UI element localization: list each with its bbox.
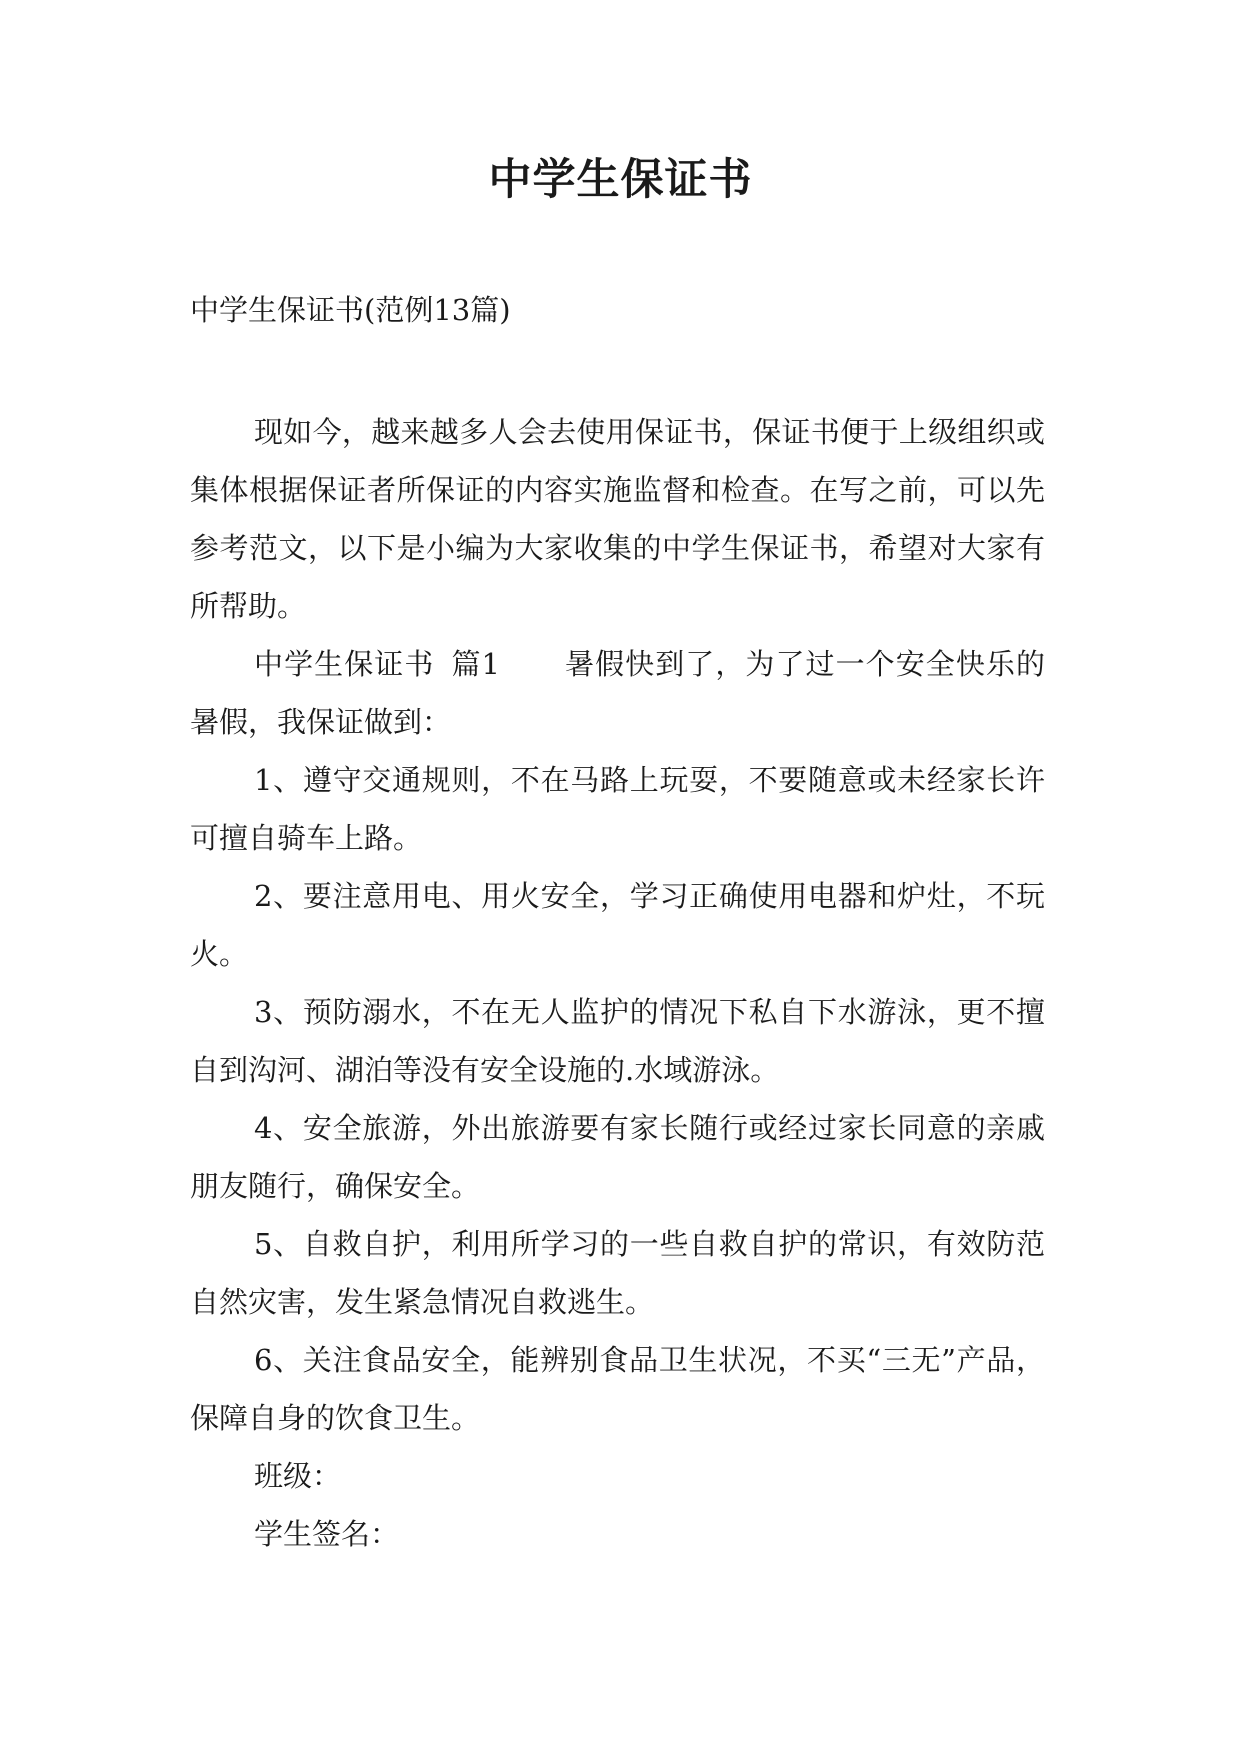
document-body	[190, 403, 1045, 1563]
list-item: 1、遵守交通规则，不在马路上玩耍，不要随意或未经家长许可擅自骑车上路。	[190, 763, 1045, 855]
signature-label: 学生签名：	[254, 1517, 400, 1551]
intro-paragraph: 现如今，越来越多人会去使用保证书，保证书便于上级组织或集体根据保证者所保证的内容实施监督和检查。在写之前，可以先参考范文，以下是小编为大家收集的中学生保证书，希望对大家有所帮助。	[190, 415, 1045, 623]
list-item: 5、自救自护，利用所学习的一些自救自护的常识，有效防范自然灾害，发生紧急情况自救逃生。	[190, 1227, 1045, 1319]
list-item: 3、预防溺水，不在无人监护的情况下私自下水游泳，更不擅自到沟河、湖泊等没有安全设施的.水域游泳。	[190, 995, 1045, 1087]
class-label: 班级：	[254, 1459, 342, 1493]
section-label: 中学生保证书	[254, 647, 435, 681]
list-item: 4、安全旅游，外出旅游要有家长随行或经过家长同意的亲戚朋友随行，确保安全。	[190, 1111, 1045, 1203]
document-subtitle: 中学生保证书(范例13篇)	[190, 293, 511, 327]
document-title: 中学生保证书	[488, 155, 753, 205]
section-number: 篇1	[450, 647, 500, 681]
list-item: 6、关注食品安全，能辨别食品卫生状况，不买“三无”产品，保障自身的饮食卫生。	[190, 1343, 1045, 1435]
section-heading-paragraph	[190, 635, 1045, 751]
list-item: 2、要注意用电、用火安全，学习正确使用电器和炉灶，不玩火。	[190, 879, 1045, 971]
section-lead: 暑假快到了，为了过一个安全快乐的暑假，我保证做到：	[190, 647, 1045, 739]
